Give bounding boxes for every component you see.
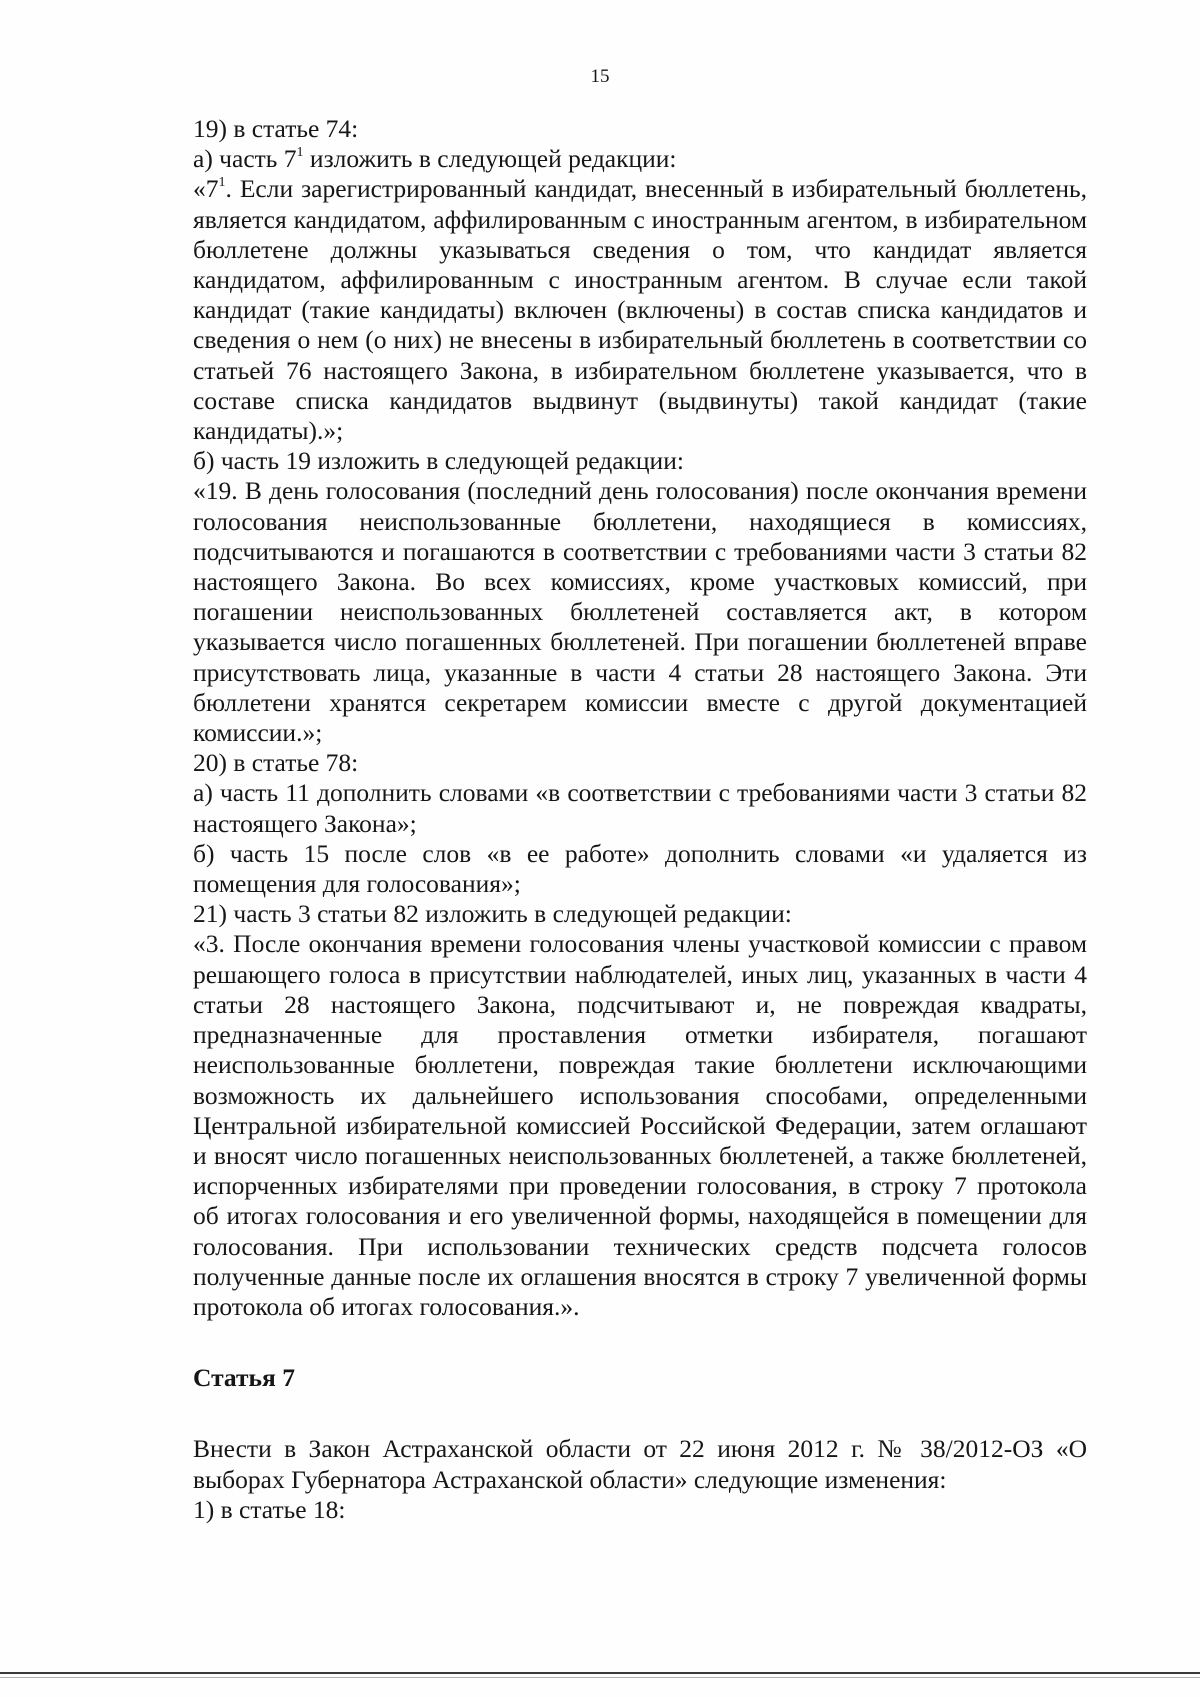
paragraph-item-21: 21) часть 3 статьи 82 изложить в следующей редакции: <box>193 899 792 929</box>
paragraph-subitem-a-part-11: а) часть 11 дополнить словами «в соответствии с требованиями части 3 статьи 82 настоящего Закона»; <box>193 778 1087 838</box>
paragraph-item-20: 20) в статье 78: <box>193 748 359 778</box>
document-body <box>193 114 1087 1525</box>
paragraph-quote-part-7-1 <box>193 174 1087 446</box>
paragraph-item-19: 19) в статье 74: <box>193 114 359 143</box>
paragraph-subitem-b-part-15: б) часть 15 после слов «в ее работе» дополнить словами «и удаляется из помещения для голосования»; <box>193 838 1087 899</box>
paragraph-quote-part-19: «19. В день голосования (последний день голосования) после окончания времени голосования неиспользованные бюллетени, находящиеся в комиссиях, подсчитываются и погашаются в соответствии с требованиями части 3 статьи 82 настоящего Закона. Во всех комиссиях, кроме участковых комиссий, при погашении неиспользованных бюллетеней составляется акт, в котором указывается число погашенных бюллетеней. При погашении бюллетеней вправе присутствовать лица, указанные в части 4 статьи 28 настоящего Закона. Эти бюллетени хранятся секретарем комиссии вместе с другой документацией комиссии.»; <box>193 476 1087 748</box>
bottom-divider-shadow <box>0 1677 1200 1678</box>
paragraph-quote-part-3: «3. После окончания времени голосования члены участковой комиссии с правом решающего голоса в присутствии наблюдателей, иных лиц, указанных в части 4 статьи 28 настоящего Закона, подсчитывают и, не повреждая квадраты, предназначенные для проставления отметки избирателя, погашают неиспользованные бюллетени, повреждая такие бюллетени исключающими возможность их дальнейшего использования способами, определенными Центральной избирательной комиссией Российской Федерации, затем оглашают и вносят число погашенных неиспользованных бюллетеней, а также бюллетеней, испорченных избирателями при проведении голосования, в строку 7 протокола об итогах голосования и его увеличенной формы, находящейся в помещении для голосования. При использовании технических средств подсчета голосов полученные данные после их оглашения вносятся в строку 7 увеличенной формы протокола об итогах голосования.». <box>193 929 1087 1321</box>
superscript: 1 <box>218 175 226 191</box>
superscript: 1 <box>296 145 304 161</box>
paragraph-subitem-b-part-19: б) часть 19 изложить в следующей редакции: <box>193 446 684 476</box>
paragraph-text: а) часть 7 <box>193 144 297 174</box>
paragraph-item-1: 1) в статье 18: <box>193 1494 346 1524</box>
paragraph-text: «7 <box>193 174 219 204</box>
article-heading: Статья 7 <box>193 1363 295 1393</box>
page-number: 15 <box>590 66 610 87</box>
paragraph-subitem-a-part-7-1 <box>193 144 1087 174</box>
paragraph-text: . Если зарегистрированный кандидат, внесенный в избирательный бюллетень, является кандидатом, аффилированным с иностранным агентом, в избирательном бюллетене должны указываться сведения о том, что кандидат является кандидатом, аффилированным с иностранным агентом. В случае если такой кандидат (такие кандидаты) включен (включены) в состав списка кандидатов и сведения о нем (о них) не внесены в избирательный бюллетень в соответствии со статьей 76 настоящего Закона, в избирательном бюллетене указывается, что в составе списка кандидатов выдвинут (выдвинуты) такой кандидат (такие кандидаты).»; <box>193 174 1087 446</box>
paragraph-text: изложить в следующей редакции: <box>303 144 677 174</box>
bottom-divider <box>0 1672 1200 1674</box>
paragraph-article-7-intro: Внести в Закон Астраханской области от 22 июня 2012 г. № 38/2012-ОЗ «О выборах Губернатора Астраханской области» следующие изменения: <box>193 1434 1087 1494</box>
